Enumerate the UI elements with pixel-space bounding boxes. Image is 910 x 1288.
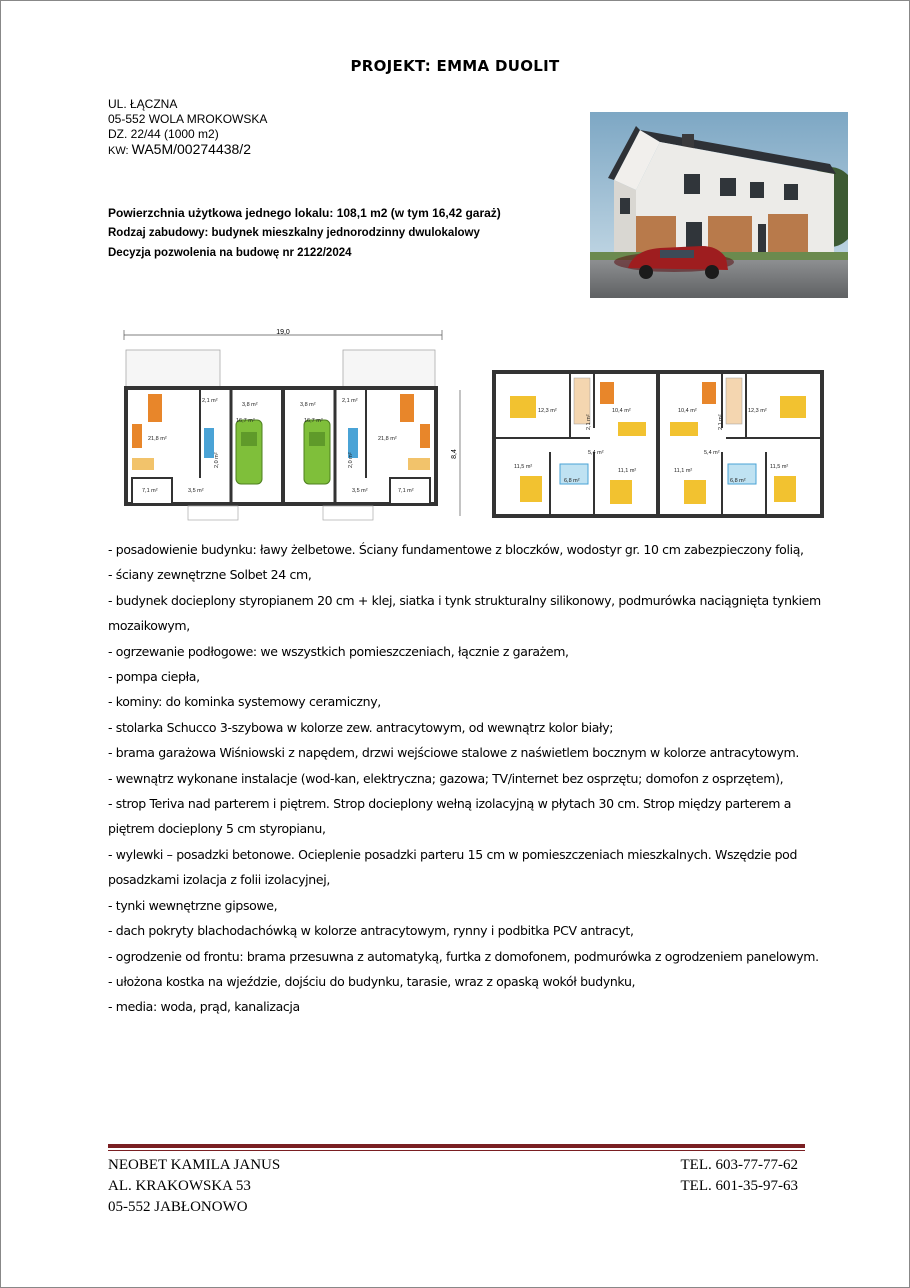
list-item: - dach pokryty blachodachówką w kolorze antracytowym, rynny i podbitka PCV antracyt, [108,923,634,939]
phone-1: TEL. 603-77-77-62 [680,1157,798,1173]
address-block [108,97,267,159]
company-city: 05-552 JABŁONOWO [108,1199,248,1215]
spec-area: Powierzchnia użytkowa jednego lokalu: 108,1 m2 (w tym 16,42 garaż) [108,206,501,220]
page-title: PROJEKT: EMMA DUOLIT [350,57,560,75]
address-plot: DZ. 22/44 (1000 m2) [108,127,219,141]
room-area: 16,7 m² [304,418,323,424]
spec-type: Rodzaj zabudowy: budynek mieszkalny jednorodzinny dwulokalowy [108,227,480,239]
room-area: 11,5 m² [514,464,533,470]
depth-dimension: 8,4 [451,449,458,459]
room-area: 10,4 m² [678,408,697,414]
room-area: 3,8 m² [242,402,258,408]
room-area: 2,0 m² [348,452,354,468]
room-area: 6,8 m² [730,478,746,484]
company-name: NEOBET KAMILA JANUS [108,1157,281,1173]
kw-label: KW: [108,145,129,157]
room-area: 3,8 m² [300,402,316,408]
room-area: 2,1 m² [718,414,724,430]
list-item: - ogrzewanie podłogowe: we wszystkich pomieszczeniach, łącznie z garażem, [108,643,569,659]
list-item: - posadowienie budynku: ławy żelbetowe. Ściany fundamentowe z bloczków, wodostyr gr. 10 cm zabezpieczony folią, [108,542,804,557]
room-area: 5,4 m² [704,450,720,456]
address-city: 05-552 WOLA MROKOWSKA [108,112,268,126]
footer-contact [681,1155,798,1197]
room-area: 6,8 m² [564,478,580,484]
list-item: - ułożona kostka na wjeździe, dojściu do budynku, tarasie, wraz z opaską wokół budynku, [108,973,636,989]
list-item: - pompa ciepła, [108,669,200,685]
room-area: 2,1 m² [342,398,358,404]
building-rendering [590,112,848,298]
list-item: posadzkami izolacja z folii izolacyjnej, [108,872,330,888]
land-register [108,142,267,159]
list-item: - tynki wewnętrzne gipsowe, [108,897,278,913]
kw-value: WA5M/00274438/2 [131,141,251,157]
footer-divider-thin [108,1150,805,1151]
company-street: AL. KRAKOWSKA 53 [108,1178,251,1194]
width-dimension: 19,0 [276,329,290,336]
room-area: 16,7 m² [236,418,255,424]
list-item: - ściany zewnętrzne Solbet 24 cm, [108,567,312,583]
room-area: 21,8 m² [378,436,397,442]
room-area: 7,1 m² [142,488,158,494]
room-area: 3,5 m² [188,488,204,494]
room-area: 2,0 m² [214,452,220,468]
list-item: - ogrodzenie od frontu: brama przesuwna z automatyką, furtka z domofonem, podmurówka z ogrodzeniem panelowym. [108,948,819,964]
footer-divider [108,1144,805,1148]
list-item: - strop Teriva nad parterem i piętrem. Strop docieplony wełną izolacyjną w płytach 30 cm. Strop między parterem a [108,796,792,812]
upper-floor-plan [490,368,826,520]
spec-permit: Decyzja pozwolenia na budowę nr 2122/2024 [108,247,352,259]
list-item: mozaikowym, [108,618,190,634]
room-area: 5,4 m² [588,450,604,456]
room-area: 11,1 m² [618,468,637,474]
list-item: - wewnątrz wykonane instalacje (wod-kan, elektryczna; gazowa; TV/internet bez osprzętu; domofon z osprzętem), [108,770,784,786]
list-item: - media: woda, prąd, kanalizacja [108,999,300,1015]
list-item: - brama garażowa Wiśniowski z napędem, drzwi wejściowe stalowe z naświetlem bocznym w kolorze antracytowym. [108,745,799,761]
room-area: 11,5 m² [770,464,789,470]
specs-block [108,203,501,263]
room-area: 7,1 m² [398,488,414,494]
room-area: 21,8 m² [148,436,167,442]
list-item: - budynek docieplony styropianem 20 cm + klej, siatka i tynk strukturalny silikonowy, podmurówka naciągnięta tynkiem [108,592,821,608]
list-item: - wylewki – posadzki betonowe. Ocieplenie posadzki parteru 15 cm w pomieszczeniach mieszkalnych. Wszędzie pod [108,846,798,862]
address-street: UL. ŁĄCZNA [108,97,178,111]
room-area: 11,1 m² [674,468,693,474]
specification-list [108,537,821,1020]
phone-2: TEL. 601-35-97-63 [680,1178,798,1194]
room-area: 3,5 m² [352,488,368,494]
room-area: 12,3 m² [748,408,767,414]
list-item: - kominy: do kominka systemowy ceramiczny, [108,694,381,710]
list-item: - stolarka Schucco 3-szybowa w kolorze zew. antracytowym, od wewnątrz kolor biały; [108,719,614,735]
list-item: piętrem docieplony 5 cm styropianu, [108,821,326,837]
room-area: 2,1 m² [202,398,218,404]
room-area: 2,1 m² [586,414,592,430]
footer-company [108,1155,280,1218]
ground-floor-plan [118,328,470,524]
room-area: 10,4 m² [612,408,631,414]
room-area: 12,3 m² [538,408,557,414]
